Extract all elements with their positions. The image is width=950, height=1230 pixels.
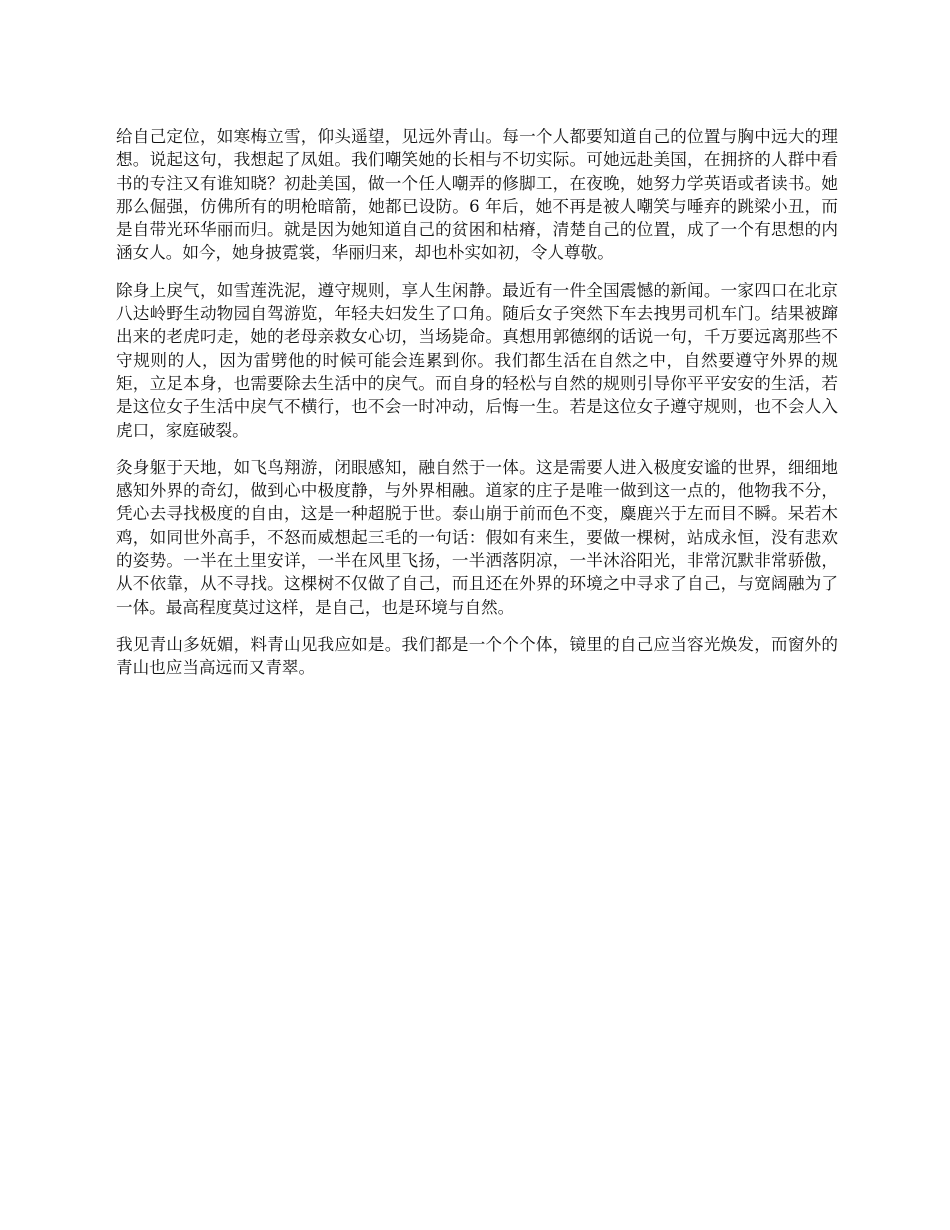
paragraph-4: 我见青山多妩媚，料青山见我应如是。我们都是一个个个体，镜里的自己应当容光焕发，而窗外的青山也应当高远而又青翠。 xyxy=(116,634,838,678)
paragraph-1: 给自己定位，如寒梅立雪，仰头遥望，见远外青山。每一个人都要知道自己的位置与胸中远大的理想。说起这句，我想起了凤姐。我们嘲笑她的长相与不切实际。可她远赴美国，在拥挤的人群中看书的专注又有谁知晓？初赴美国，做一个任人嘲弄的修脚工，在夜晚，她努力学英语或者读书。她那么倔强，仿佛所有的明枪暗箭，她都已设防。6 年后，她不再是被人嘲笑与唾弃的跳梁小丑，而是自带光环华丽而归。就是因为她知道自己的贫困和枯瘠，清楚自己的位置，成了一个有思想的内涵女人。如今，她身披霓裳，华丽归来，却也朴实如初，令人尊敬。 xyxy=(116,127,838,263)
paragraph-3: 灸身躯于天地，如飞鸟翔游，闭眼感知，融自然于一体。这是需要人进入极度安谧的世界，细细地感知外界的奇幻，做到心中极度静，与外界相融。道家的庄子是唯一做到这一点的，他物我不分，凭心去寻找极度的自由，这是一种超脱于世。泰山崩于前而色不变，麋鹿兴于左而目不瞬。呆若木鸡，如同世外高手，不怒而威想起三毛的一句话：假如有来生，要做一棵树，站成永恒，没有悲欢的姿势。一半在土里安详，一半在风里飞扬，一半洒落阴凉，一半沐浴阳光，非常沉默非常骄傲，从不依靠，从不寻找。这棵树不仅做了自己，而且还在外界的环境之中寻求了自己，与宽阔融为了一体。最高程度莫过这样，是自己，也是环境与自然。 xyxy=(116,457,838,617)
document-body xyxy=(116,125,838,694)
paragraph-2: 除身上戾气，如雪莲洗泥，遵守规则，享人生闲静。最近有一件全国震憾的新闻。一家四口在北京八达岭野生动物园自驾游览，年轻夫妇发生了口角。随后女子突然下车去拽男司机车门。结果被蹿出来的老虎叼走，她的老母亲救女心切，当场毙命。真想用郭德纲的话说一句，千万要远离那些不守规则的人，因为雷劈他的时候可能会连累到你。我们都生活在自然之中，自然要遵守外界的规矩，立足本身，也需要除去生活中的戾气。而自身的轻松与自然的规则引导你平平安安的生活，若是这位女子生活中戾气不横行，也不会一时冲动，后悔一生。若是这位女子遵守规则，也不会人入虎口，家庭破裂。 xyxy=(116,280,838,440)
